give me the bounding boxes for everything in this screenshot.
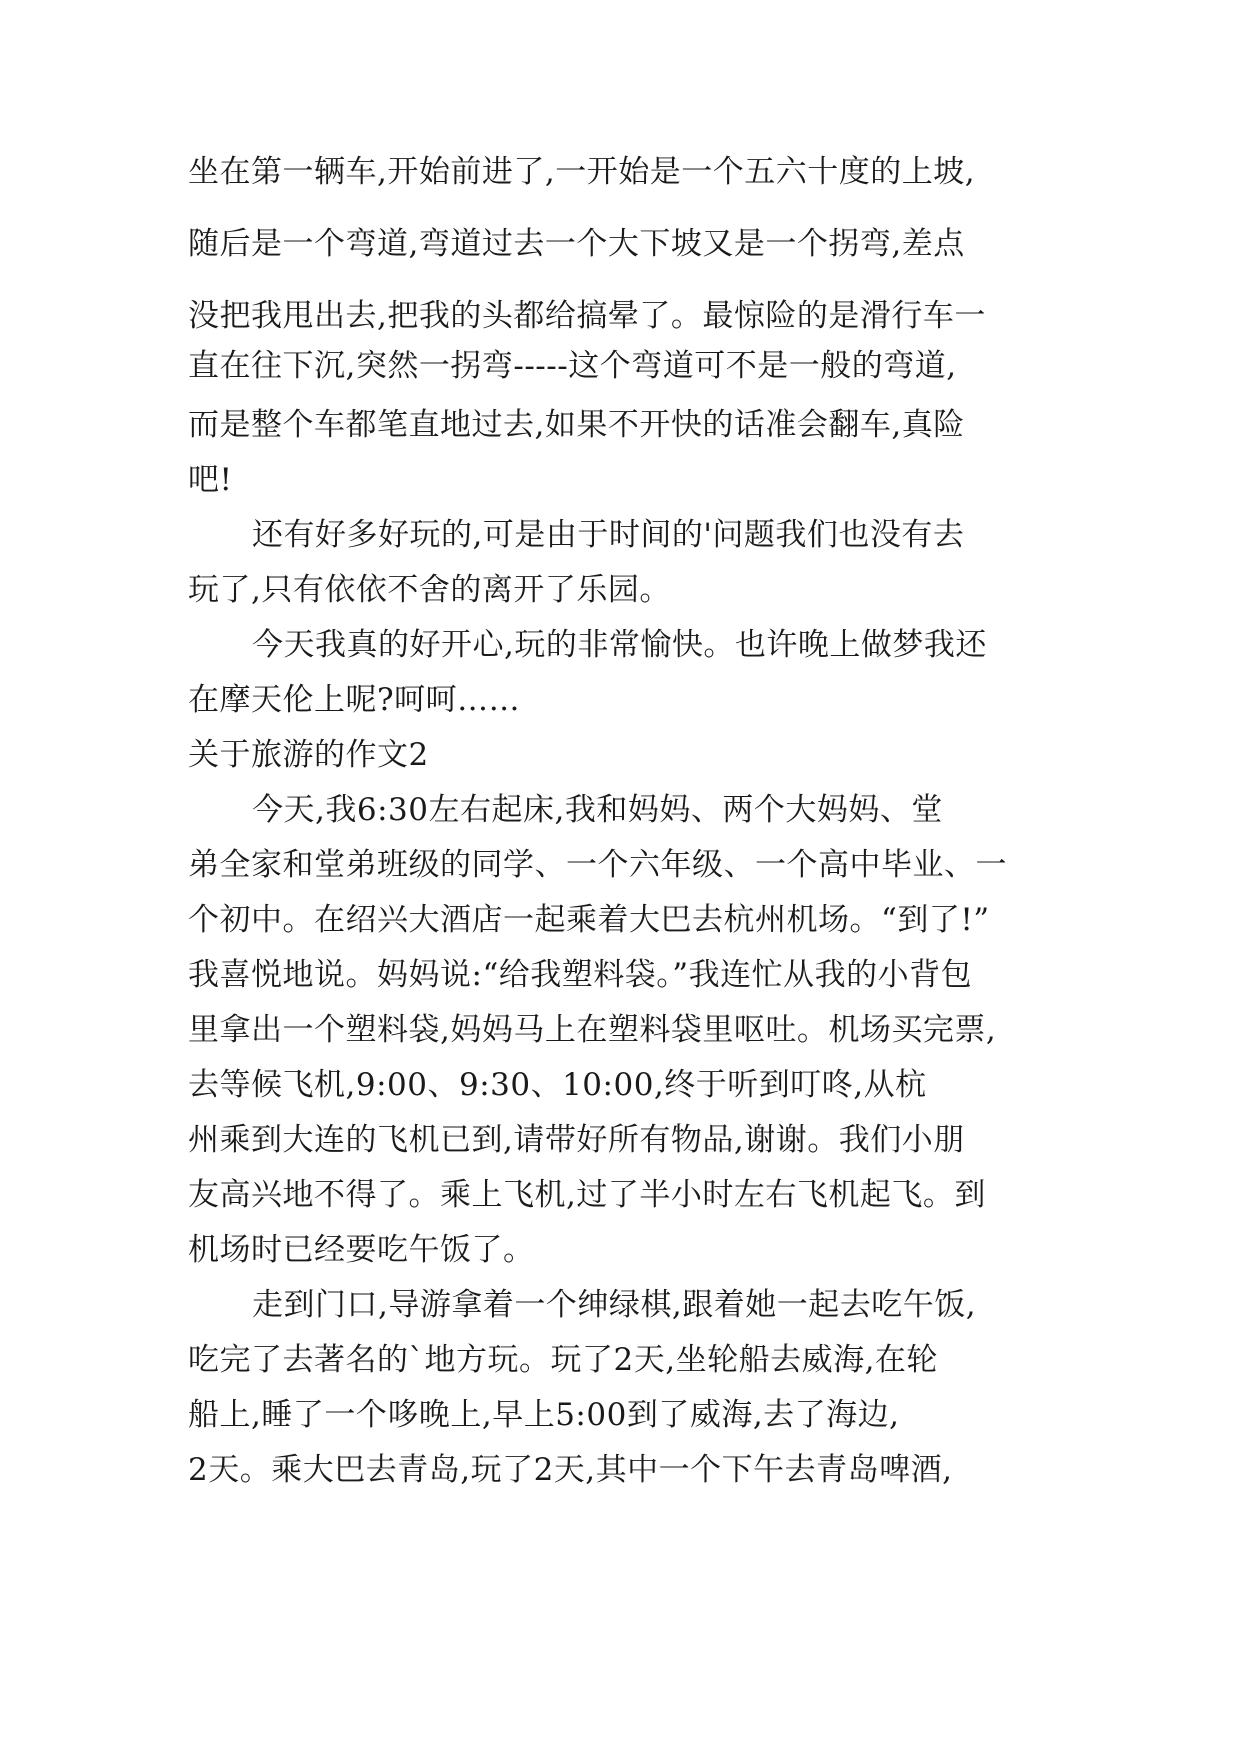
text-line: 个初中。在绍兴大酒店一起乘着大巴去杭州机场。“到了!” [188, 902, 990, 938]
text-line: 弟全家和堂弟班级的同学、一个六年级、一个高中毕业、一 [188, 847, 1007, 883]
text-line: 而是整个车都笔直地过去,如果不开快的话准会翻车,真险 [188, 407, 965, 443]
text-line: 机场时已经要吃午饭了。 [188, 1232, 535, 1268]
text-line: 友高兴地不得了。乘上飞机,过了半小时左右飞机起飞。到 [188, 1177, 986, 1213]
text-line: 吧! [188, 462, 233, 498]
text-line: 还有好多好玩的,可是由于时间的'问题我们也没有去 [252, 517, 965, 553]
text-line: 没把我甩出去,把我的头都给搞晕了。最惊险的是滑行车一 [188, 298, 986, 334]
text-line: 我喜悦地说。妈妈说:“给我塑料袋。”我连忙从我的小背包 [188, 957, 973, 993]
text-line: 船上,睡了一个哆晚上,早上5:00到了威海,去了海边, [188, 1397, 900, 1433]
text-line: 随后是一个弯道,弯道过去一个大下坡又是一个拐弯,差点 [188, 226, 965, 262]
section-title: 关于旅游的作文2 [188, 737, 429, 773]
text-line: 2天。乘大巴去青岛,玩了2天,其中一个下午去青岛啤酒, [188, 1452, 953, 1488]
text-line: 里拿出一个塑料袋,妈妈马上在塑料袋里呕吐。机场买完票, [188, 1012, 997, 1048]
text-line: 走到门口,导游拿着一个绅绿棋,跟着她一起去吃午饭, [252, 1287, 977, 1323]
text-line: 今天我真的好开心,玩的非常愉快。也许晚上做梦我还 [252, 627, 987, 663]
text-line: 吃完了去著名的`地方玩。玩了2天,坐轮船去威海,在轮 [188, 1342, 938, 1378]
text-line: 在摩天伦上呢?呵呵…… [188, 682, 521, 718]
text-line: 去等候飞机,9:00、9:30、10:00,终于听到叮咚,从杭 [188, 1067, 927, 1103]
text-line: 今天,我6:30左右起床,我和妈妈、两个大妈妈、堂 [252, 792, 943, 828]
text-line: 直在往下沉,突然一拐弯-----这个弯道可不是一般的弯道, [188, 348, 957, 384]
text-line: 坐在第一辆车,开始前进了,一开始是一个五六十度的上坡, [188, 154, 976, 190]
text-line: 州乘到大连的飞机已到,请带好所有物品,谢谢。我们小朋 [188, 1122, 965, 1158]
text-line: 玩了,只有依依不舍的离开了乐园。 [188, 572, 671, 608]
